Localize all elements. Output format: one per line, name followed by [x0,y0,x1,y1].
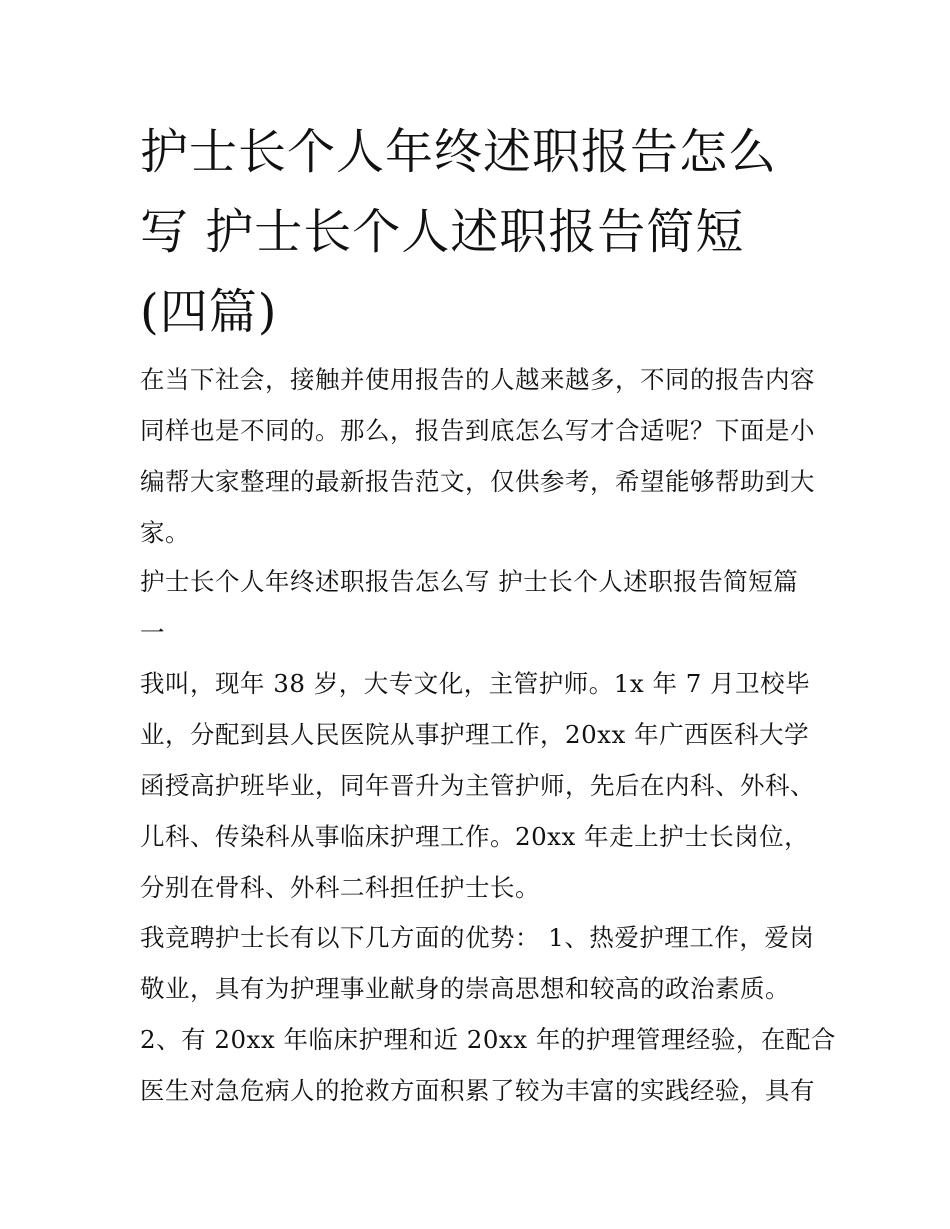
text-line: 编帮大家整理的最新报告范文，仅供参考，希望能够帮助到大 [140,467,815,496]
title-line: (四篇) [140,284,278,340]
intro-paragraph [140,354,830,558]
text-line: 在当下社会，接触并使用报告的人越来越多，不同的报告内容 [140,365,815,394]
body-paragraph-2 [140,912,836,1116]
text-line: 家。 [140,518,190,547]
text-line: 一 [140,618,165,647]
text-line: 医生对急危病人的抢救方面积累了较为丰富的实践经验，具有 [140,1076,815,1105]
body-paragraph-1 [140,658,830,913]
title-line: 护士长个人年终述职报告怎么 [140,124,778,180]
text-line: 儿科、传染科从事临床护理工作。20xx 年走上护士长岗位， [140,822,810,851]
section-heading [140,556,830,658]
text-line: 分别在骨科、外科二科担任护士长。 [140,873,540,902]
text-line: 我叫，现年 38 岁，大专文化，主管护师。1x 年 7 月卫校毕 [140,669,811,698]
text-line: 同样也是不同的。那么，报告到底怎么写才合适呢？下面是小 [140,416,815,445]
text-line: 我竞聘护士长有以下几方面的优势： 1、热爱护理工作，爱岗 [140,923,815,952]
text-line: 2、有 20xx 年临床护理和近 20xx 年的护理管理经验，在配合 [140,1025,836,1054]
text-line: 函授高护班毕业，同年晋升为主管护师，先后在内科、外科、 [140,771,815,800]
document-title [140,112,820,352]
text-line: 业，分配到县人民医院从事护理工作，20xx 年广西医科大学 [140,720,810,749]
text-line: 敬业，具有为护理事业献身的崇高思想和较高的政治素质。 [140,974,790,1003]
text-line: 护士长个人年终述职报告怎么写 护士长个人述职报告简短篇 [140,567,799,596]
title-line: 写 护士长个人述职报告简短 [140,204,745,260]
